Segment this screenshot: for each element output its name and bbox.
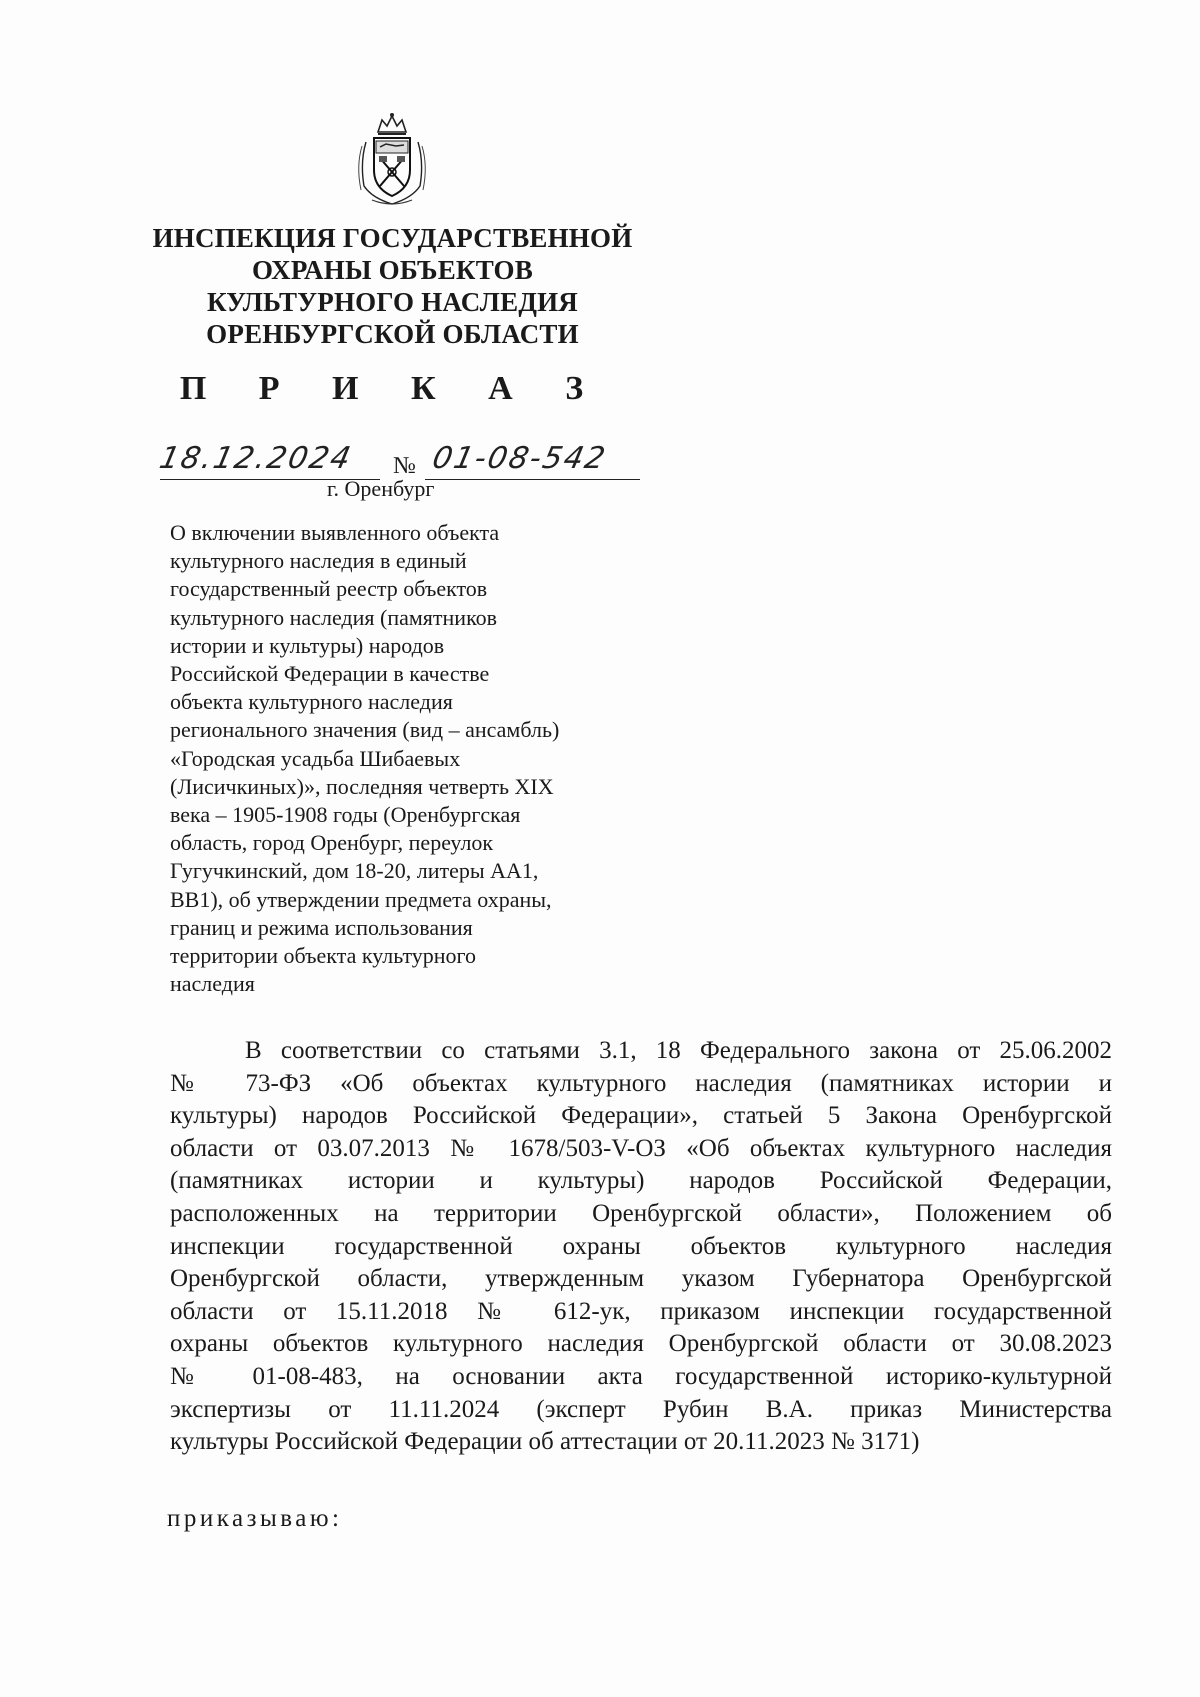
subject-line: культурного наследия (памятников <box>170 604 498 630</box>
organization-line: КУЛЬТУРНОГО НАСЛЕДИЯ <box>207 287 578 317</box>
body-line: Оренбургской области, утвержденным указом Губернатора Оренбургской <box>170 1265 1112 1293</box>
subject-line: (Лисичкиных)», последняя четверть XIX <box>170 773 554 799</box>
subject-line: территории объекта культурного <box>170 943 477 969</box>
body-line: № 73-ФЗ «Об объектах культурного наследия (памятниках истории и <box>170 1069 1112 1097</box>
body-line: инспекции государственной охраны объектов культурного наследия <box>170 1232 1112 1260</box>
body-line: № 01-08-483, на основании акта государственной историко-культурной <box>170 1362 1112 1390</box>
subject-line: ВВ1), об утверждении предмета охраны, <box>170 886 552 912</box>
handwritten-number: 01-08-542 <box>429 441 610 476</box>
handwritten-date: 18.12.2024 <box>156 441 356 476</box>
subject-line: культурного наследия в единый <box>170 548 467 574</box>
organization-line: ОРЕНБУРГСКОЙ ОБЛАСТИ <box>206 319 579 349</box>
subject-line: область, город Оренбург, переулок <box>170 830 494 856</box>
organization-line: ИНСПЕКЦИЯ ГОСУДАРСТВЕННОЙ <box>152 223 633 253</box>
subject-line: регионального значения (вид – ансамбль) <box>170 717 560 743</box>
subject-line: Российской Федерации в качестве <box>170 661 490 687</box>
order-operative-word: приказываю: <box>167 1505 343 1532</box>
subject-line: О включении выявленного объекта <box>170 520 500 545</box>
order-preamble <box>170 1035 1112 1459</box>
body-line: области от 03.07.2013 № 1678/503-V-ОЗ «Об объектах культурного наследия <box>170 1134 1112 1162</box>
body-line: культуры) народов Российской Федерации», статьей 5 Закона Оренбургской <box>170 1102 1112 1130</box>
body-line: охраны объектов культурного наследия Оренбургской области от 30.08.2023 <box>170 1330 1112 1358</box>
number-underline <box>425 479 640 480</box>
body-line: В соответствии со статьями 3.1, 18 Федерального закона от 25.06.2002 <box>245 1037 1112 1064</box>
subject-line: века – 1905-1908 годы (Оренбургская <box>170 802 521 828</box>
subject-line: наследия <box>170 971 255 997</box>
body-line: расположенных на территории Оренбургской области», Положением об <box>170 1199 1112 1227</box>
subject-line: государственный реестр объектов <box>170 576 488 602</box>
body-line: культуры Российской Федерации об аттестации от 20.11.2023 № 3171) <box>170 1428 920 1456</box>
document-type-title: П Р И К А З <box>179 370 606 407</box>
number-label: № <box>393 453 416 479</box>
subject-line: границ и режима использования <box>170 914 473 940</box>
body-line: области от 15.11.2018 № 612-ук, приказом инспекции государственной <box>170 1297 1112 1325</box>
subject-line: Гугучкинский, дом 18-20, литеры АА1, <box>170 858 539 884</box>
organization-title <box>140 222 645 350</box>
subject-line: истории и культуры) народов <box>170 632 445 658</box>
body-line: экспертизы от 11.11.2024 (эксперт Рубин В.А. приказ Министерства <box>170 1395 1112 1423</box>
subject-line: объекта культурного наследия <box>170 689 453 715</box>
body-line: (памятниках истории и культуры) народов Российской Федерации, <box>170 1167 1112 1195</box>
order-subject <box>170 519 610 998</box>
organization-line: ОХРАНЫ ОБЪЕКТОВ <box>252 255 533 285</box>
coat-of-arms-icon <box>352 112 432 208</box>
city-label: г. Оренбург <box>327 476 435 501</box>
subject-line: «Городская усадьба Шибаевых <box>170 745 461 771</box>
